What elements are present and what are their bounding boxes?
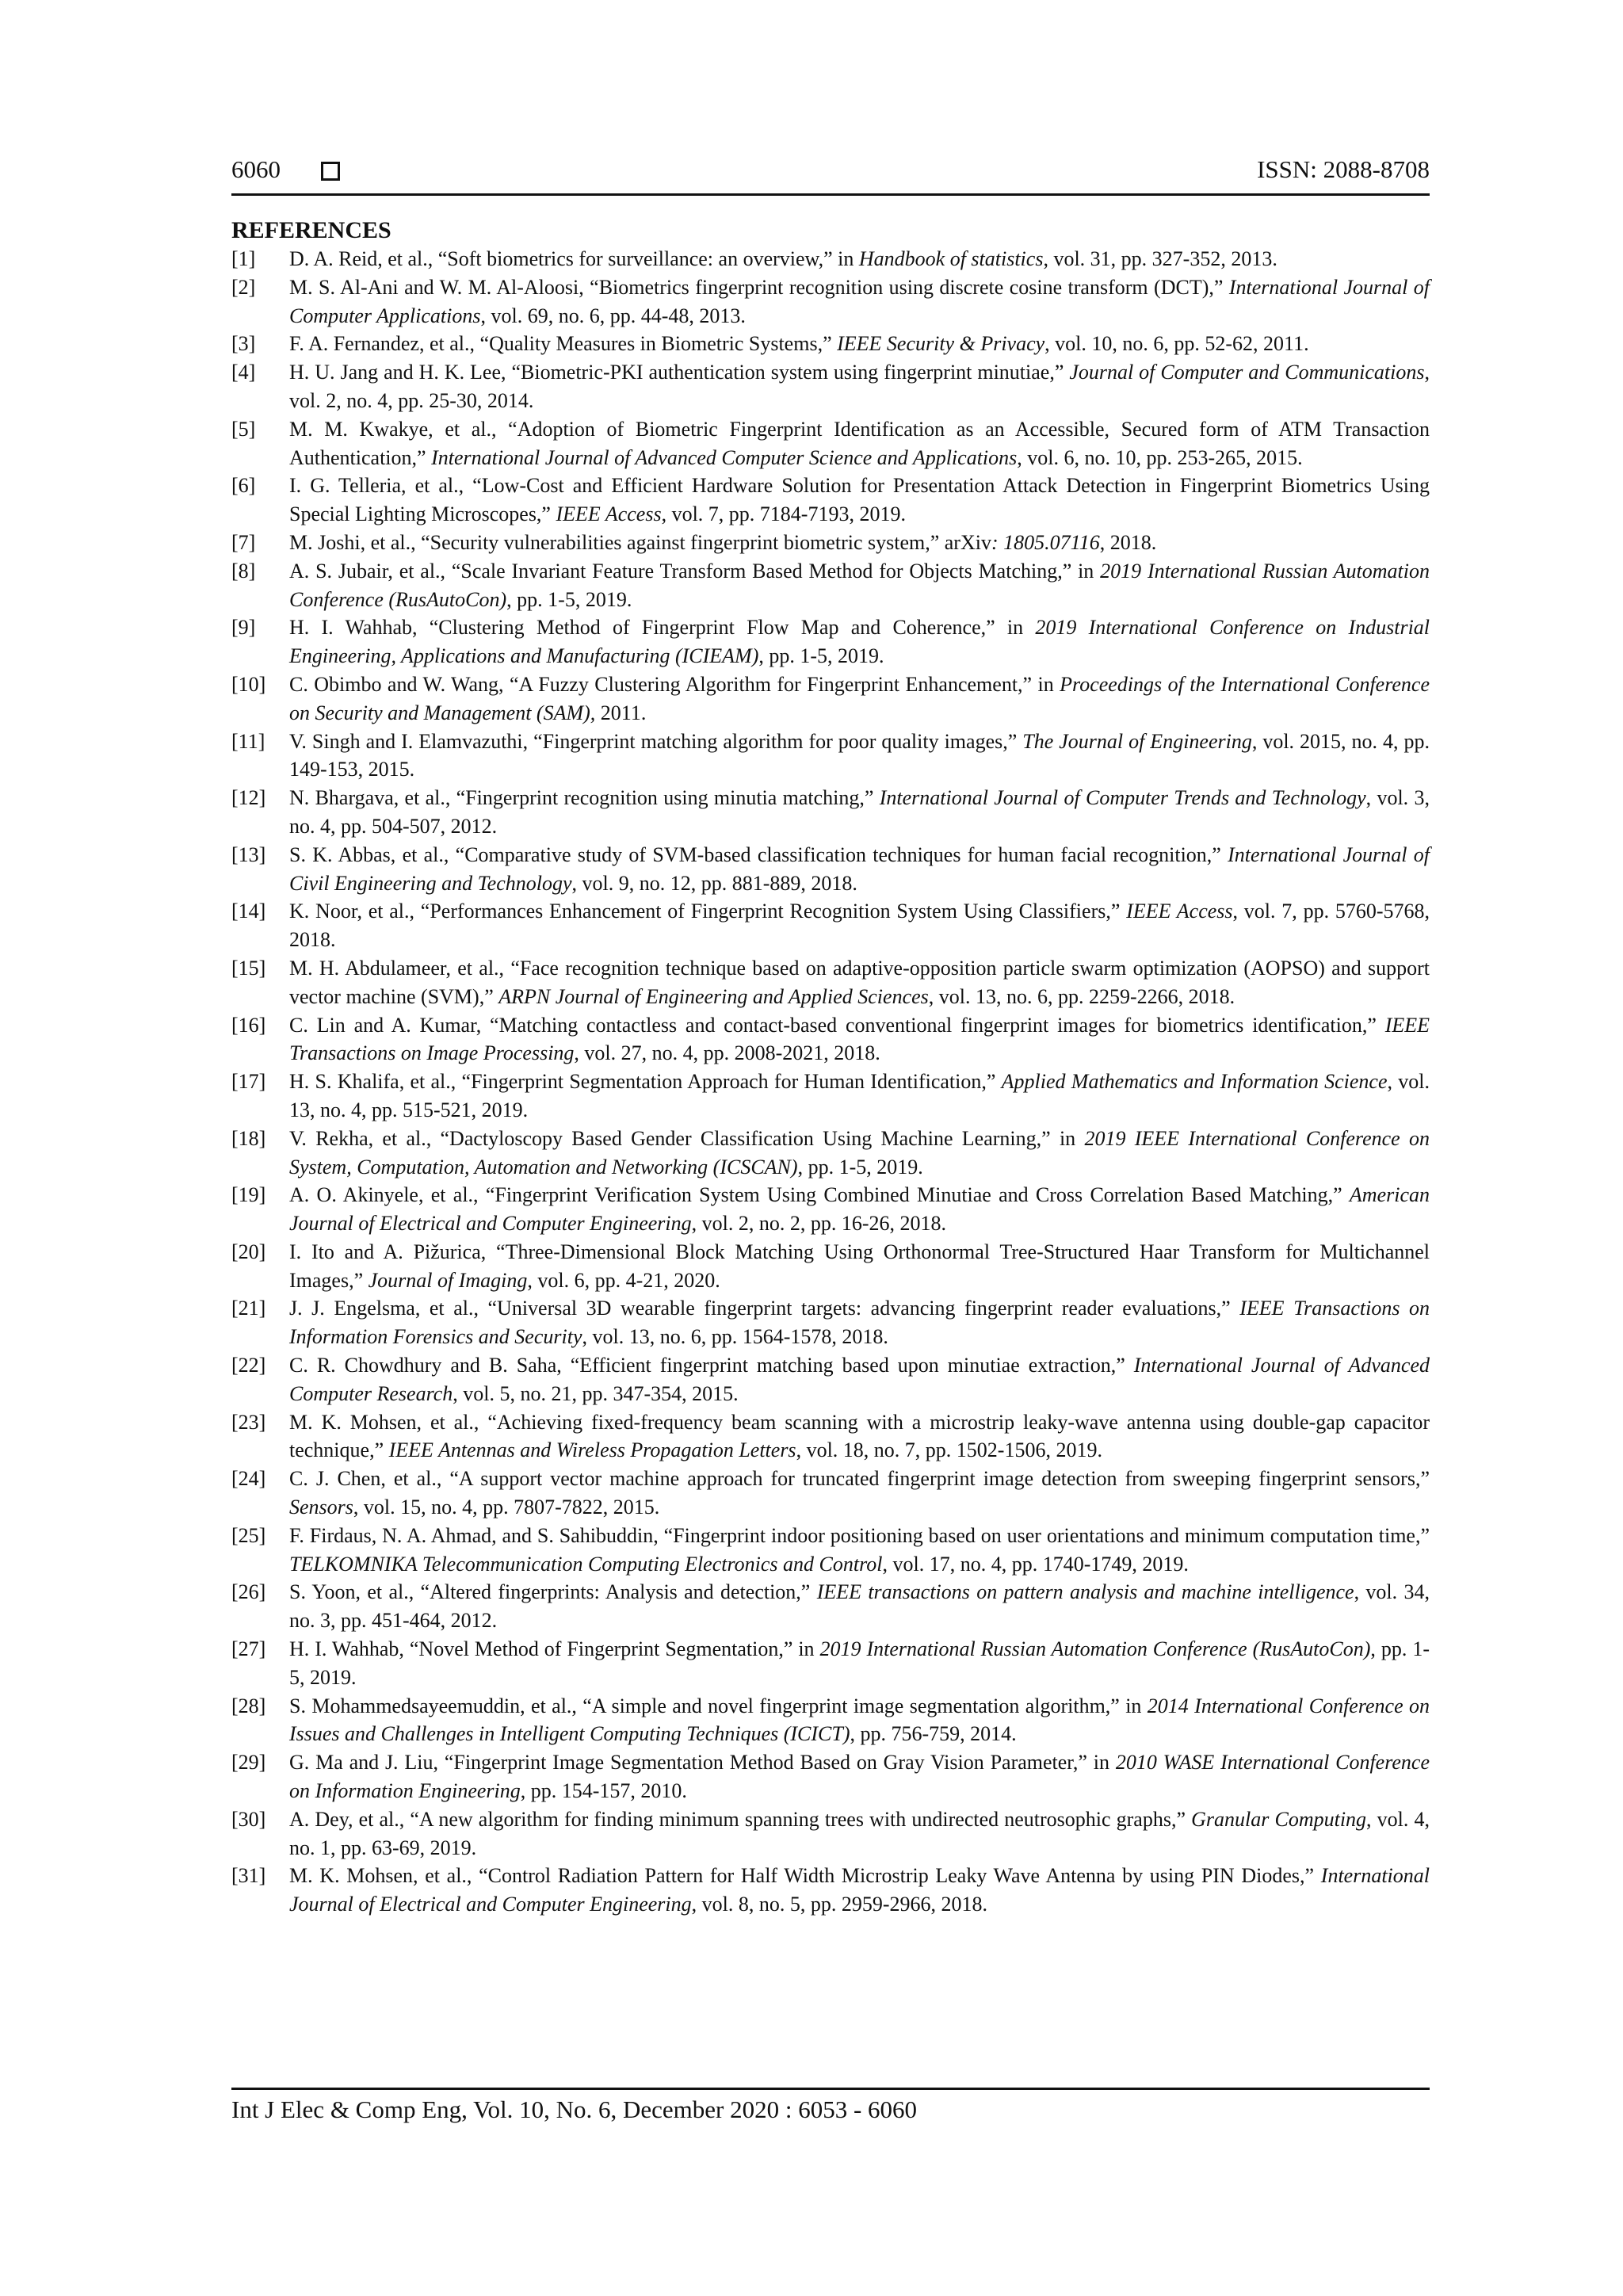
reference-venue: IEEE Access bbox=[556, 502, 662, 526]
reference-fragment: D. A. Reid, et al., “Soft biometrics for surveillance: an overview,” in bbox=[289, 247, 859, 270]
reference-fragment: , vol. 69, no. 6, pp. 44-48, 2013. bbox=[480, 304, 746, 327]
reference-fragment: M. Joshi, et al., “Security vulnerabilities against fingerprint biometric system,” arXiv bbox=[289, 530, 991, 554]
reference-fragment: C. J. Chen, et al., “A support vector machine approach for truncated fingerprint image detection from sweeping fingerprint sensors,” bbox=[289, 1467, 1430, 1491]
reference-fragment: , pp. 1-5, 2019. bbox=[289, 1637, 1430, 1689]
reference-text bbox=[289, 273, 1430, 330]
reference-venue: ARPN Journal of Engineering and Applied Sciences bbox=[498, 984, 929, 1008]
reference-item bbox=[231, 1125, 1430, 1182]
reference-list bbox=[231, 245, 1430, 1919]
reference-number: [25] bbox=[231, 1523, 266, 1547]
reference-item bbox=[231, 954, 1430, 1011]
reference-fragment: M. H. Abdulameer, et al., “Face recognition technique based on adaptive-opposition particle swarm optimization (AOPSO) and support vector machine (SVM),” bbox=[289, 956, 1430, 1008]
reference-fragment: M. M. Kwakye, et al., “Adoption of Biometric Fingerprint Identification as an Accessible, Secured form of ATM Transaction Authentication,” bbox=[289, 417, 1430, 469]
reference-text bbox=[289, 841, 1430, 898]
reference-venue: Journal of Imaging bbox=[368, 1268, 528, 1292]
reference-fragment: , 2018. bbox=[1099, 530, 1157, 554]
reference-venue: International Journal of Advanced Computer Research bbox=[289, 1354, 1430, 1405]
reference-fragment: M. S. Al-Ani and W. M. Al-Aloosi, “Biometrics fingerprint recognition using discrete cosine transform (DCT),” bbox=[289, 275, 1229, 299]
reference-fragment: , vol. 2, no. 2, pp. 16-26, 2018. bbox=[691, 1212, 947, 1236]
reference-venue: IEEE Transactions on Image Processing bbox=[289, 1013, 1430, 1065]
reference-venue: : 1805.07116 bbox=[991, 530, 1100, 554]
reference-text bbox=[289, 670, 1430, 728]
reference-item bbox=[231, 613, 1430, 670]
reference-fragment: , vol. 3, no. 4, pp. 504-507, 2012. bbox=[289, 786, 1430, 838]
reference-fragment: , vol. 5, no. 21, pp. 347-354, 2015. bbox=[453, 1381, 739, 1405]
reference-number: [29] bbox=[231, 1751, 266, 1775]
reference-fragment: , vol. 2, no. 4, pp. 25-30, 2014. bbox=[289, 361, 1430, 412]
reference-venue: 2019 International Conference on Industrial Engineering, Applications and Manufacturing (ICIEAM) bbox=[289, 616, 1430, 668]
reference-venue: Handbook of statistics bbox=[858, 247, 1044, 270]
reference-fragment: I. Ito and A. Pižurica, “Three-Dimensional Block Matching Using Orthonormal Tree-Structured Haar Transform for Multichannel Images,” bbox=[289, 1240, 1430, 1292]
reference-venue: IEEE Security & Privacy bbox=[837, 332, 1045, 356]
reference-venue: The Journal of Engineering bbox=[1022, 729, 1252, 753]
reference-number: [10] bbox=[231, 672, 266, 696]
reference-fragment: V. Rekha, et al., “Dactyloscopy Based Gender Classification Using Machine Learning,” in bbox=[289, 1126, 1085, 1150]
reference-fragment: N. Bhargava, et al., “Fingerprint recognition using minutia matching,” bbox=[289, 786, 880, 810]
reference-text bbox=[289, 1351, 1430, 1408]
reference-item bbox=[231, 245, 1430, 273]
reference-fragment: S. Yoon, et al., “Altered fingerprints: Analysis and detection,” bbox=[289, 1580, 817, 1604]
reference-fragment: , pp. 1-5, 2019. bbox=[797, 1155, 923, 1179]
reference-text bbox=[289, 728, 1430, 785]
reference-fragment: , vol. 13, no. 6, pp. 2259-2266, 2018. bbox=[928, 984, 1235, 1008]
reference-venue: 2019 International Russian Automation Conference (RusAutoCon) bbox=[819, 1637, 1371, 1661]
reference-item bbox=[231, 557, 1430, 614]
reference-text bbox=[289, 1181, 1430, 1238]
reference-number: [7] bbox=[231, 530, 256, 554]
reference-text bbox=[289, 897, 1430, 954]
reference-fragment: , pp. 154-157, 2010. bbox=[520, 1779, 687, 1803]
reference-item bbox=[231, 1011, 1430, 1068]
reference-text bbox=[289, 1408, 1430, 1465]
reference-text bbox=[289, 1862, 1430, 1919]
reference-number: [26] bbox=[231, 1580, 266, 1604]
reference-fragment: , vol. 17, no. 4, pp. 1740-1749, 2019. bbox=[882, 1552, 1189, 1576]
reference-fragment: M. K. Mohsen, et al., “Control Radiation Pattern for Half Width Microstrip Leaky Wave Antenna by using PIN Diodes,” bbox=[289, 1864, 1321, 1888]
reference-number: [13] bbox=[231, 842, 266, 866]
reference-fragment: H. I. Wahhab, “Novel Method of Fingerprint Segmentation,” in bbox=[289, 1637, 820, 1661]
reference-number: [27] bbox=[231, 1637, 266, 1661]
reference-fragment: , vol. 13, no. 6, pp. 1564-1578, 2018. bbox=[582, 1325, 888, 1349]
reference-fragment: , pp. 1-5, 2019. bbox=[758, 644, 884, 668]
reference-fragment: A. O. Akinyele, et al., “Fingerprint Verification System Using Combined Minutiae and Cross Correlation Based Matching,” bbox=[289, 1183, 1350, 1207]
reference-venue: IEEE Antennas and Wireless Propagation Letters bbox=[388, 1438, 796, 1462]
reference-fragment: , vol. 6, no. 10, pp. 253-265, 2015. bbox=[1017, 445, 1303, 469]
reference-number: [16] bbox=[231, 1013, 266, 1037]
reference-text bbox=[289, 613, 1430, 670]
reference-text bbox=[289, 1011, 1430, 1068]
reference-fragment: F. A. Fernandez, et al., “Quality Measures in Biometric Systems,” bbox=[289, 332, 838, 356]
reference-number: [23] bbox=[231, 1410, 266, 1434]
reference-venue: Granular Computing bbox=[1191, 1807, 1367, 1831]
reference-venue: International Journal of Advanced Computer Science and Applications bbox=[431, 445, 1018, 469]
reference-item bbox=[231, 728, 1430, 785]
reference-fragment: , vol. 10, no. 6, pp. 52-62, 2011. bbox=[1044, 332, 1309, 356]
reference-number: [3] bbox=[231, 332, 256, 356]
reference-text bbox=[289, 245, 1430, 273]
reference-venue: IEEE transactions on pattern analysis and machine intelligence bbox=[816, 1580, 1354, 1604]
reference-text bbox=[289, 330, 1430, 358]
reference-item bbox=[231, 1692, 1430, 1749]
reference-fragment: 2011. bbox=[595, 701, 647, 724]
reference-fragment: , vol. 4, no. 1, pp. 63-69, 2019. bbox=[289, 1807, 1430, 1859]
reference-venue: International Journal of Computer Trends and Technology bbox=[879, 786, 1366, 810]
reference-fragment: K. Noor, et al., “Performances Enhancement of Fingerprint Recognition System Using Classifiers,” bbox=[289, 900, 1127, 923]
reference-item bbox=[231, 358, 1430, 415]
reference-fragment: H. I. Wahhab, “Clustering Method of Fingerprint Flow Map and Coherence,” in bbox=[289, 616, 1036, 640]
references-heading: REFERENCES bbox=[231, 217, 391, 243]
reference-fragment: H. S. Khalifa, et al., “Fingerprint Segmentation Approach for Human Identification,” bbox=[289, 1070, 1002, 1094]
reference-number: [21] bbox=[231, 1297, 266, 1320]
reference-number: [8] bbox=[231, 559, 256, 583]
reference-text bbox=[289, 1465, 1430, 1522]
reference-text bbox=[289, 415, 1430, 472]
reference-fragment: J. J. Engelsma, et al., “Universal 3D wearable fingerprint targets: advancing fingerprint reader evaluations,” bbox=[289, 1297, 1240, 1320]
reference-item bbox=[231, 1862, 1430, 1919]
reference-venue: American Journal of Electrical and Computer Engineering bbox=[289, 1183, 1430, 1236]
reference-venue: IEEE Transactions on Information Forensics and Security bbox=[289, 1297, 1430, 1349]
reference-fragment: G. Ma and J. Liu, “Fingerprint Image Segmentation Method Based on Gray Vision Parameter,” in bbox=[289, 1751, 1116, 1775]
reference-fragment: I. G. Telleria, et al., “Low-Cost and Efficient Hardware Solution for Presentation Attack Detection in Fingerprint Biometrics Using Special Lighting Microscopes,” bbox=[289, 474, 1430, 526]
reference-number: [20] bbox=[231, 1240, 266, 1263]
reference-fragment: C. R. Chowdhury and B. Saha, “Efficient fingerprint matching based upon minutiae extraction,” bbox=[289, 1354, 1134, 1377]
reference-item bbox=[231, 1294, 1430, 1351]
reference-item bbox=[231, 1578, 1430, 1635]
reference-number: [2] bbox=[231, 275, 256, 299]
reference-number: [1] bbox=[231, 247, 256, 270]
reference-number: [11] bbox=[231, 729, 265, 753]
reference-venue: Applied Mathematics and Information Science bbox=[1001, 1070, 1388, 1094]
reference-item bbox=[231, 1748, 1430, 1805]
reference-fragment: , pp. 756-759, 2014. bbox=[850, 1722, 1017, 1746]
reference-venue: TELKOMNIKA Telecommunication Computing Electronics and Control bbox=[289, 1552, 883, 1576]
reference-item bbox=[231, 841, 1430, 898]
reference-text bbox=[289, 358, 1430, 415]
reference-number: [17] bbox=[231, 1070, 266, 1094]
reference-fragment: , vol. 31, pp. 327-352, 2013. bbox=[1043, 247, 1277, 270]
reference-text bbox=[289, 1125, 1430, 1182]
reference-venue: 2019 IEEE International Conference on System, Computation, Automation and Networking (ICSCAN) bbox=[289, 1126, 1430, 1179]
reference-item bbox=[231, 1351, 1430, 1408]
reference-venue: 2014 International Conference on Issues and Challenges in Intelligent Computing Techniques (ICICT) bbox=[289, 1694, 1430, 1746]
reference-number: [15] bbox=[231, 956, 266, 980]
reference-fragment: , vol. 18, no. 7, pp. 1502-1506, 2019. bbox=[796, 1438, 1102, 1462]
reference-item bbox=[231, 1181, 1430, 1238]
reference-venue: International Journal of Computer Applications bbox=[289, 275, 1430, 327]
reference-venue: International Journal of Civil Engineering and Technology bbox=[289, 842, 1430, 895]
reference-fragment: V. Singh and I. Elamvazuthi, “Fingerprint matching algorithm for poor quality images,” bbox=[289, 729, 1023, 753]
reference-venue: IEEE Access bbox=[1126, 900, 1233, 923]
reference-fragment: A. Dey, et al., “A new algorithm for finding minimum spanning trees with undirected neutrosophic graphs,” bbox=[289, 1807, 1192, 1831]
reference-fragment: H. U. Jang and H. K. Lee, “Biometric-PKI authentication system using fingerprint minutiae,” bbox=[289, 361, 1070, 384]
reference-number: [18] bbox=[231, 1126, 266, 1150]
reference-item bbox=[231, 415, 1430, 472]
footer-citation: Int J Elec & Comp Eng, Vol. 10, No. 6, December 2020 : 6053 - 6060 bbox=[231, 2095, 918, 2123]
reference-item bbox=[231, 1408, 1430, 1465]
reference-number: [9] bbox=[231, 616, 256, 640]
reference-number: [14] bbox=[231, 900, 266, 923]
reference-item bbox=[231, 1635, 1430, 1692]
header-divider bbox=[231, 193, 1430, 196]
references-section bbox=[231, 216, 1430, 1919]
reference-text bbox=[289, 472, 1430, 529]
reference-item bbox=[231, 1465, 1430, 1522]
reference-venue: Proceedings of the International Conference on Security and Management (SAM), bbox=[289, 672, 1430, 724]
reference-number: [30] bbox=[231, 1807, 266, 1831]
reference-number: [22] bbox=[231, 1354, 266, 1377]
reference-fragment: C. Lin and A. Kumar, “Matching contactless and contact-based conventional fingerprint images for biometrics identification,” bbox=[289, 1013, 1385, 1037]
reference-text bbox=[289, 1294, 1430, 1351]
reference-fragment: F. Firdaus, N. A. Ahmad, and S. Sahibuddin, “Fingerprint indoor positioning based on user orientations and minimum computation time,” bbox=[289, 1523, 1430, 1547]
reference-number: [24] bbox=[231, 1467, 266, 1491]
reference-fragment: , vol. 7, pp. 5760-5768, 2018. bbox=[289, 900, 1430, 952]
reference-text bbox=[289, 784, 1430, 841]
reference-fragment: A. S. Jubair, et al., “Scale Invariant Feature Transform Based Method for Objects Matching,” in bbox=[289, 559, 1101, 583]
reference-text bbox=[289, 1238, 1430, 1295]
reference-fragment: M. K. Mohsen, et al., “Achieving fixed-frequency beam scanning with a microstrip leaky-wave antenna using double-gap capacitor technique,” bbox=[289, 1410, 1430, 1462]
reference-item bbox=[231, 1522, 1430, 1579]
reference-number: [4] bbox=[231, 361, 256, 384]
reference-fragment: , vol. 9, no. 12, pp. 881-889, 2018. bbox=[571, 871, 857, 895]
reference-number: [19] bbox=[231, 1183, 266, 1207]
footer-divider bbox=[231, 2088, 1430, 2090]
reference-text bbox=[289, 954, 1430, 1011]
reference-text bbox=[289, 1805, 1430, 1862]
reference-number: [5] bbox=[231, 417, 256, 441]
reference-number: [12] bbox=[231, 786, 266, 810]
reference-venue: International Journal of Electrical and Computer Engineering bbox=[289, 1864, 1430, 1916]
reference-fragment: , vol. 6, pp. 4-21, 2020. bbox=[527, 1268, 720, 1292]
square-box-icon bbox=[321, 162, 340, 181]
reference-item bbox=[231, 273, 1430, 330]
reference-fragment: , pp. 1-5, 2019. bbox=[506, 587, 632, 611]
reference-item bbox=[231, 472, 1430, 529]
reference-item bbox=[231, 1068, 1430, 1125]
reference-fragment: , vol. 34, no. 3, pp. 451-464, 2012. bbox=[289, 1580, 1430, 1633]
reference-fragment: , vol. 7, pp. 7184-7193, 2019. bbox=[661, 502, 906, 526]
reference-item bbox=[231, 1805, 1430, 1862]
reference-number: [28] bbox=[231, 1694, 266, 1717]
reference-item bbox=[231, 897, 1430, 954]
reference-venue: Sensors bbox=[289, 1496, 353, 1519]
reference-item bbox=[231, 529, 1430, 557]
reference-text bbox=[289, 1748, 1430, 1805]
reference-item bbox=[231, 784, 1430, 841]
reference-text bbox=[289, 1635, 1430, 1692]
reference-fragment: , vol. 8, no. 5, pp. 2959-2966, 2018. bbox=[691, 1893, 988, 1916]
reference-venue: Journal of Computer and Communications bbox=[1069, 361, 1425, 384]
reference-text bbox=[289, 1578, 1430, 1635]
reference-text bbox=[289, 529, 1430, 557]
reference-fragment: , vol. 27, no. 4, pp. 2008-2021, 2018. bbox=[574, 1041, 880, 1065]
reference-text bbox=[289, 1692, 1430, 1749]
reference-fragment: C. Obimbo and W. Wang, “A Fuzzy Clustering Algorithm for Fingerprint Enhancement,” in bbox=[289, 672, 1060, 696]
reference-item bbox=[231, 1238, 1430, 1295]
reference-fragment: , vol. 2015, no. 4, pp. 149-153, 2015. bbox=[289, 729, 1430, 781]
reference-fragment: , vol. 15, no. 4, pp. 7807-7822, 2015. bbox=[353, 1496, 660, 1519]
reference-fragment: , vol. 13, no. 4, pp. 515-521, 2019. bbox=[289, 1070, 1430, 1121]
reference-number: [31] bbox=[231, 1864, 266, 1888]
reference-item bbox=[231, 670, 1430, 728]
page-header bbox=[231, 151, 1430, 195]
reference-text bbox=[289, 1522, 1430, 1579]
reference-fragment: S. Mohammedsayeemuddin, et al., “A simple and novel fingerprint image segmentation algorithm,” in bbox=[289, 1694, 1148, 1717]
reference-fragment: S. K. Abbas, et al., “Comparative study of SVM-based classification techniques for human facial recognition,” bbox=[289, 842, 1228, 866]
reference-item bbox=[231, 330, 1430, 358]
reference-venue: 2010 WASE International Conference on Information Engineering bbox=[289, 1751, 1430, 1803]
reference-venue: 2019 International Russian Automation Conference (RusAutoCon) bbox=[289, 559, 1430, 611]
reference-number: [6] bbox=[231, 474, 256, 498]
page-number: 6060 bbox=[231, 155, 281, 183]
reference-text bbox=[289, 1068, 1430, 1125]
issn-label: ISSN: 2088-8708 bbox=[1257, 155, 1430, 183]
reference-text bbox=[289, 557, 1430, 614]
